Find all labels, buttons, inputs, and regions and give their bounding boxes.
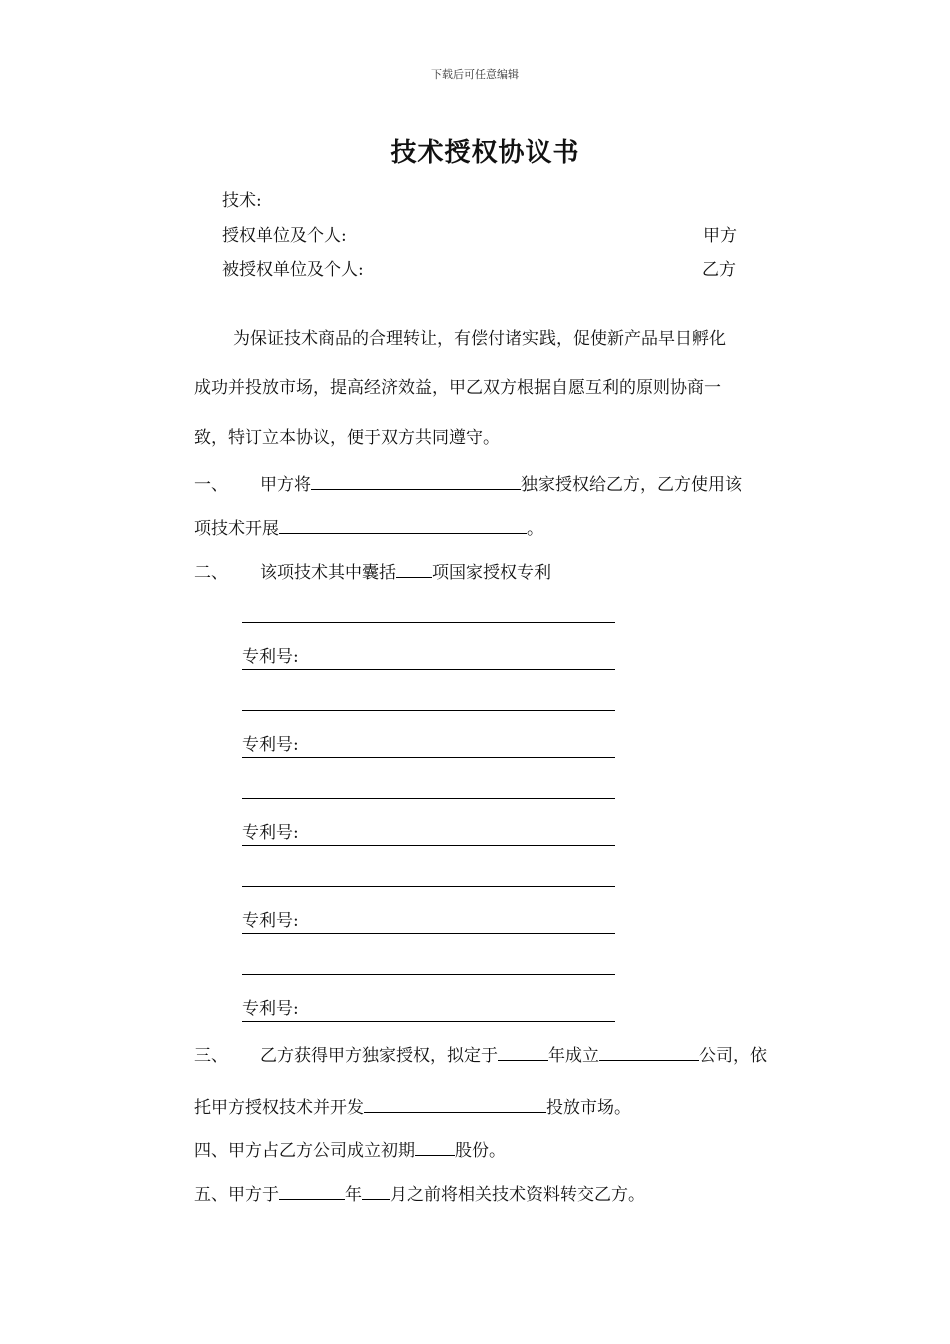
clause-3-text-a: 乙方获得甲方独家授权，拟定于 (260, 1046, 498, 1066)
clause-5-text-c: 月之前将相关技术资料转交乙方。 (390, 1185, 645, 1205)
clause-2-text-a: 该项技术其中囊括 (260, 563, 396, 583)
patent-number-field[interactable] (242, 997, 615, 1022)
page-header: 下载后可任意编辑 (431, 68, 519, 81)
clause-2-line-1 (194, 559, 551, 585)
tech-label: 技术: (222, 191, 262, 211)
grantee-role: 乙方 (702, 260, 736, 280)
patent-number-label: 专利号: (242, 999, 299, 1019)
clause-3-text-b: 年成立 (548, 1046, 599, 1066)
clause-1-blank-tech[interactable] (311, 471, 521, 490)
clause-1-number: 一、 (194, 475, 228, 495)
clause-3-blank-company[interactable] (599, 1042, 699, 1061)
clause-1-line-2 (194, 515, 544, 541)
clause-4-line (194, 1137, 506, 1163)
clause-4-text-a: 四、甲方占乙方公司成立初期 (194, 1141, 415, 1161)
patent-number-label: 专利号: (242, 911, 299, 931)
clause-3-line-2 (194, 1094, 631, 1120)
patent-blank-line[interactable] (242, 622, 615, 623)
clause-1-line-1 (194, 471, 742, 497)
patent-number-label: 专利号: (242, 735, 299, 755)
clause-1-text-b: 独家授权给乙方，乙方使用该 (521, 475, 742, 495)
intro-line-2: 成功并投放市场，提高经济效益，甲乙双方根据自愿互利的原则协商一 (194, 378, 721, 398)
clause-1-text-c: 项技术开展 (194, 519, 279, 539)
intro-line-1: 为保证技术商品的合理转让，有偿付诸实践，促使新产品早日孵化 (233, 329, 726, 349)
clause-3-text-d: 托甲方授权技术并开发 (194, 1098, 364, 1118)
clause-1-text-d: 。 (527, 519, 544, 539)
patent-number-label: 专利号: (242, 647, 299, 667)
clause-5-line (194, 1181, 645, 1207)
patent-number-field[interactable] (242, 645, 615, 670)
clause-5-text-a: 五、甲方于 (194, 1185, 279, 1205)
clause-3-blank-product[interactable] (364, 1094, 546, 1113)
clause-5-blank-year[interactable] (279, 1181, 345, 1200)
patent-number-field[interactable] (242, 909, 615, 934)
clause-4-text-b: 股份。 (455, 1141, 506, 1161)
clause-5-blank-month[interactable] (362, 1181, 390, 1200)
patent-blank-line[interactable] (242, 710, 615, 711)
patent-number-field[interactable] (242, 821, 615, 846)
patent-blank-line[interactable] (242, 886, 615, 887)
patent-number-label: 专利号: (242, 823, 299, 843)
clause-4-blank-share[interactable] (415, 1137, 455, 1156)
clause-2-text-b: 项国家授权专利 (432, 563, 551, 583)
clause-3-text-c: 公司，依 (699, 1046, 767, 1066)
clause-3-number: 三、 (194, 1046, 228, 1066)
grantor-label: 授权单位及个人: (222, 226, 347, 246)
patent-blank-line[interactable] (242, 798, 615, 799)
clause-3-text-e: 投放市场。 (546, 1098, 631, 1118)
grantee-label: 被授权单位及个人: (222, 260, 364, 280)
grantor-role: 甲方 (703, 226, 737, 246)
clause-2-number: 二、 (194, 563, 228, 583)
document-title: 技术授权协议书 (390, 138, 580, 168)
patent-number-field[interactable] (242, 733, 615, 758)
clause-1-text-a: 甲方将 (260, 475, 311, 495)
clause-2-blank-count[interactable] (396, 559, 432, 578)
clause-3-blank-year[interactable] (498, 1042, 548, 1061)
clause-3-line-1 (194, 1042, 767, 1068)
patent-blank-line[interactable] (242, 974, 615, 975)
clause-5-text-b: 年 (345, 1185, 362, 1205)
clause-1-blank-use[interactable] (279, 515, 527, 534)
intro-line-3: 致，特订立本协议，便于双方共同遵守。 (194, 428, 500, 448)
